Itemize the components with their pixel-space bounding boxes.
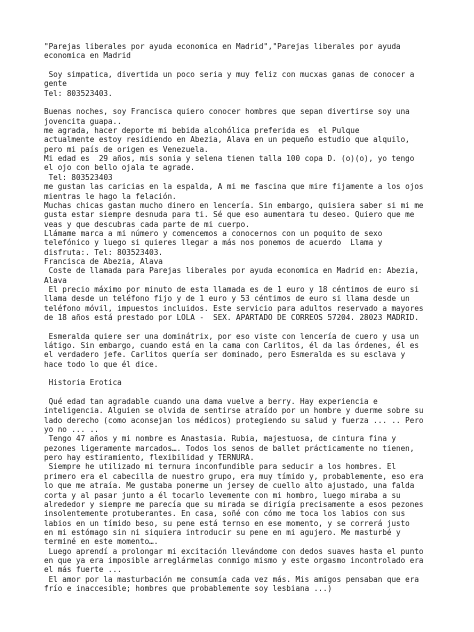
document-line: Tengo 47 años y mi nombre es Anastasia. Rubia, majestuosa, de cintura fina y <box>44 434 397 444</box>
document-line: llama desde un teléfono fijo y de 1 euro y 53 céntimos de euro si llama desde un <box>44 294 410 304</box>
document-line: pero hay estiramiento, flexibilidad y TERNURA. <box>44 453 255 463</box>
document-line: labios en un tímido beso, su pene está ternso en ese momento, y se correrá justo <box>44 518 410 528</box>
document-line: Soy simpatica, divertida un poco seria y muy feliz con mucxas ganas de conocer a <box>44 70 415 80</box>
document-line: corta y al pasar junto a él tocarlo levemente con mi hombro, luego miraba a su <box>44 490 401 500</box>
document-line <box>44 61 442 70</box>
document-line: jovencita guapa.. <box>44 116 122 126</box>
document-line: disfruta:. Tel: 803523403. <box>44 247 163 257</box>
document-line: Tel: 803523403 <box>44 172 113 182</box>
document-line: en mi estómago sin ni siquiera introducir su pene en mi agujero. Me masturbé y <box>44 527 401 537</box>
document-line: pero mi país de origen es Venezuela. <box>44 144 209 154</box>
document-line: actualmente estoy residiendo en Abezia, Alava en un pequeño estudio que alquilo, <box>44 135 410 145</box>
document-line: Qué edad tan agradable cuando una dama vuelve a berry. Hay experiencia e <box>44 397 378 407</box>
document-line: Llámame marca a mi número y comencemos a conocernos con un poquito de sexo <box>44 228 383 238</box>
document-line: Coste de llamada para Parejas liberales por ayuda economica en Madrid en: Abezia, <box>44 266 419 276</box>
document-line <box>44 369 442 378</box>
document-line: el verdadero jefe. Carlitos quería ser dominado, pero Esmeralda es su esclava y <box>44 350 406 360</box>
document-line <box>44 98 442 107</box>
document-line: Mi edad es 29 años, mis sonia y selena tienen talla 100 copa D. (o)(o), yo tengo <box>44 154 415 164</box>
document-line: lado derecho (como aconsejan los médicos) protegiendo su salud y fuerza ... .. Pero <box>44 415 424 425</box>
document-line: el más fuerte ... <box>44 565 122 575</box>
document-line: economica en Madrid <box>44 51 131 61</box>
document-line: Esmeralda quiere ser una dominátrix, por eso viste con lencería de cuero y usa un <box>44 331 419 341</box>
document-line: el ojo con bello ojala te agrade. <box>44 163 195 173</box>
document-line: telefónico y luego si quieres llegar a más nos ponemos de acuerdo Llama y <box>44 238 383 248</box>
document-line <box>44 322 442 331</box>
document-line: lo que me atraía. Me gustaba ponerme un jersey de cuello alto ajustado, una falda <box>44 481 415 491</box>
document-line: insolentemente protuberantes. En casa, soñé con cómo me toca los labios con sus <box>44 509 406 519</box>
document-line: Francisca de Abezia, Alava <box>44 256 163 266</box>
document-line: Alava <box>44 275 67 285</box>
document-line <box>44 388 442 397</box>
document-line: terminé en este momento…. <box>44 537 159 547</box>
document-line: gusta estar siempre desnuda para ti. Sé que eso aumentara tu deseo. Quiero que me <box>44 210 415 220</box>
document-line: me gustan las caricias en la espalda, A mi me fascina que mire fijamente a los ojos <box>44 182 424 192</box>
document-line: pezones ligeramente marcados…. Todos los senos de ballet prácticamente no tienen, <box>44 443 415 453</box>
document-line: veas y que descubras cada parte de mi cuerpo. <box>44 219 250 229</box>
document-line: inteligencia. Alguien se olvida de sentirse atraído por un hombre y duerme sobre su <box>44 406 424 416</box>
document-line: El amor por la masturbación me consumía cada vez más. Mis amigos pensaban que era <box>44 574 419 584</box>
document-line: "Parejas liberales por ayuda economica en Madrid","Parejas liberales por ayuda <box>44 42 401 51</box>
document-line: Buenas noches, soy Francisca quiero conocer hombres que sepan divertirse soy una <box>44 107 410 117</box>
document-line: en que ya era imposible arreglármelas conmigo mismo y este orgasmo incontrolado era <box>44 555 424 565</box>
document-line: me agrada, hacer deporte mi bebida alcohólica preferida es el Pulque <box>44 126 360 136</box>
document-line: de 18 años está prestado por LOLA - SEX. APARTADO DE CORREOS 57204. 28023 MADRID. <box>44 312 419 322</box>
document-line: Tel: 803523403. <box>44 88 113 98</box>
document-line: Luego aprendí a prolongar mi excitación llevándome con dedos suaves hasta el punto <box>44 546 424 556</box>
document-line: gente <box>44 79 67 89</box>
document-line: yo no ... .. <box>44 425 99 435</box>
document-line: teléfono móvil, impuestos incluidos. Este servicio para adultos reservado a mayores <box>44 303 424 313</box>
document-line: alrededor y siempre me parecía que su mirada se dirigía precisamente a esos pezones <box>44 499 424 509</box>
document-line: Siempre he utilizado mi ternura inconfundible para seducir a los hombres. El <box>44 462 397 472</box>
document-line: Muchas chicas gastan mucho dinero en lencería. Sin embargo, quisiera saber si mi me <box>44 200 424 210</box>
document-line: látigo. Sin embargo, cuando está en la cama con Carlitos, él da las órdenes, él es <box>44 341 419 350</box>
document-line: Historia Erotica <box>44 378 122 388</box>
document-line: El precio máximo por minuto de esta llamada es de 1 euro y 18 céntimos de euro si <box>44 284 419 294</box>
document-line: primero era el cabecilla de nuestro grupo, era muy tímido y, probablemente, eso era <box>44 471 424 481</box>
document-line: hace todo lo que él dice. <box>44 359 159 369</box>
document-line: mientras le hago la felación. <box>44 191 177 201</box>
document-line: frío e inaccesible; hombres que probablemente soy lesbiana ...) <box>44 583 333 593</box>
